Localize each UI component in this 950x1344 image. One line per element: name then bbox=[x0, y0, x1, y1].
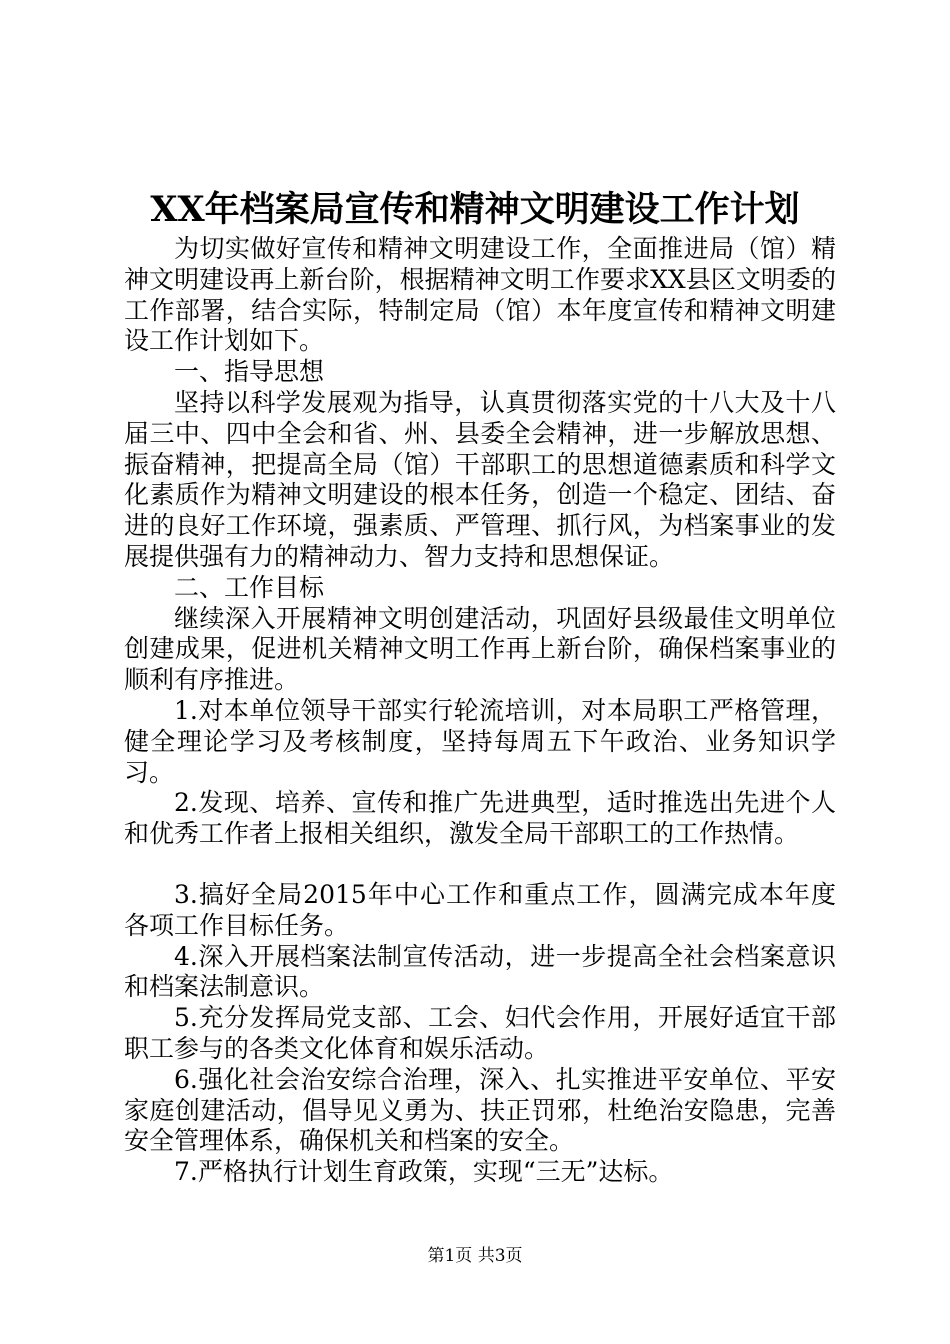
goal-item-5: 5.充分发挥局党支部、工会、妇代会作用，开展好适宜干部职工参与的各类文化体育和娱乐活动。 bbox=[124, 1003, 836, 1063]
work-goals-paragraph: 继续深入开展精神文明创建活动，巩固好县级最佳文明单位创建成果，促进机关精神文明工作再上新台阶，确保档案事业的顺利有序推进。 bbox=[124, 603, 836, 695]
section-heading-work-goals: 二、工作目标 bbox=[174, 572, 325, 602]
intro-paragraph: 为切实做好宣传和精神文明建设工作，全面推进局（馆）精神文明建设再上新台阶，根据精神文明工作要求XX县区文明委的工作部署，结合实际，特制定局（馆）本年度宣传和精神文明建设工作计划如下。 bbox=[124, 234, 836, 356]
goal-item-6: 6.强化社会治安综合治理，深入、扎实推进平安单位、平安家庭创建活动，倡导见义勇为、扶正罚邪，杜绝治安隐患，完善安全管理体系，确保机关和档案的安全。 bbox=[124, 1064, 836, 1156]
page-footer: 第1页 共3页 bbox=[427, 1246, 523, 1266]
guiding-ideology-paragraph: 坚持以科学发展观为指导，认真贯彻落实党的十八大及十八届三中、四中全会和省、州、县委全会精神，进一步解放思想、振奋精神，把提高全局（馆）干部职工的思想道德素质和科学文化素质作为精神文明建设的根本任务，创造一个稳定、团结、奋进的良好工作环境，强素质、严管理、抓行风，为档案事业的发展提供强有力的精神动力、智力支持和思想保证。 bbox=[124, 387, 836, 571]
document-body bbox=[124, 234, 836, 1188]
goal-item-7: 7.严格执行计划生育政策，实现“三无”达标。 bbox=[174, 1157, 674, 1187]
section-heading-guiding-ideology: 一、指导思想 bbox=[174, 357, 325, 387]
goal-item-4: 4.深入开展档案法制宣传活动，进一步提高全社会档案意识和档案法制意识。 bbox=[124, 941, 836, 1002]
goal-item-3: 3.搞好全局2015年中心工作和重点工作，圆满完成本年度各项工作目标任务。 bbox=[124, 879, 836, 940]
document-title: XX年档案局宣传和精神文明建设工作计划 bbox=[150, 189, 800, 230]
goal-item-1: 1.对本单位领导干部实行轮流培训，对本局职工严格管理，健全理论学习及考核制度，坚持每周五下午政治、业务知识学习。 bbox=[124, 695, 836, 787]
goal-item-2: 2.发现、培养、宣传和推广先进典型，适时推选出先进个人和优秀工作者上报相关组织，激发全局干部职工的工作热情。 bbox=[124, 788, 836, 849]
